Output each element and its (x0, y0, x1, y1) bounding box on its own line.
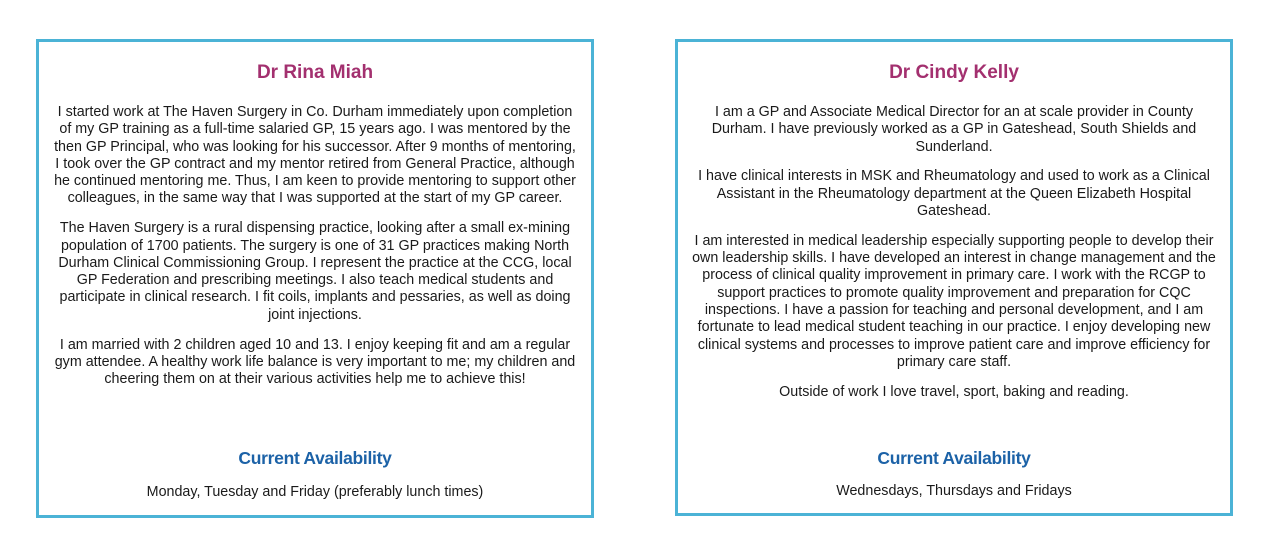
availability-heading: Current Availability (877, 448, 1031, 468)
bio-paragraph: I am interested in medical leadership especially supporting people to develop their own leadership skills. I have developed an interest in change management and the process of clinical quality improvement in primary care. I work with the RCGP to support practices to promote quality improvement and preparation for CQC inspections. I have a passion for teaching and personal development, and I am fortunate to lead medical student teaching in our practice. I enjoy developing new clinical systems and processes to improve patient care and improve efficiency for primary care staff. (692, 232, 1216, 370)
availability-heading: Current Availability (238, 448, 392, 468)
bio-paragraph: Outside of work I love travel, sport, baking and reading. (779, 383, 1129, 400)
availability-text: Monday, Tuesday and Friday (preferably lunch times) (146, 484, 484, 500)
profile-bio (688, 104, 1220, 401)
profile-name: Dr Rina Miah (256, 62, 374, 83)
profile-name: Dr Cindy Kelly (889, 62, 1019, 83)
bio-paragraph: I have clinical interests in MSK and Rheumatology and used to work as a Clinical Assistant in the Rheumatology department at the Queen Elizabeth Hospital Gateshead. (698, 168, 1210, 219)
bio-paragraph: I am a GP and Associate Medical Director for an at scale provider in County Durham. I have previously worked as a GP in Gateshead, South Shields and Sunderland. (711, 104, 1197, 155)
bio-paragraph: I started work at The Haven Surgery in Co. Durham immediately upon completion of my GP training as a full-time salaried GP, 15 years ago. I was mentored by the then GP Principal, who was looking for his successor. After 9 months of mentoring, I took over the GP contract and my mentor retired from General Practice, although he continued mentoring me. Thus, I am keen to provide mentoring to support other colleagues, in the same way that I was supported at the start of my GP career. (54, 104, 576, 207)
bio-paragraph: I am married with 2 children aged 10 and 13. I enjoy keeping fit and am a regular gym attendee. A healthy work life balance is very important to me; my children and cheering them on at their various activities help me to achieve this! (54, 336, 576, 388)
profile-card-rina-miah (36, 39, 594, 518)
profile-bio (53, 104, 577, 388)
bio-paragraph: The Haven Surgery is a rural dispensing practice, looking after a small ex-mining population of 1700 patients. The surgery is one of 31 GP practices making North Durham Clinical Commissioning Group. I represent the practice at the CCG, local GP Federation and prescribing meetings. I also teach medical students and participate in clinical research. I fit coils, implants and pessaries, as well as doing joint injections. (58, 220, 572, 323)
availability-text: Wednesdays, Thursdays and Fridays (836, 483, 1072, 499)
profile-card-cindy-kelly (675, 39, 1233, 516)
